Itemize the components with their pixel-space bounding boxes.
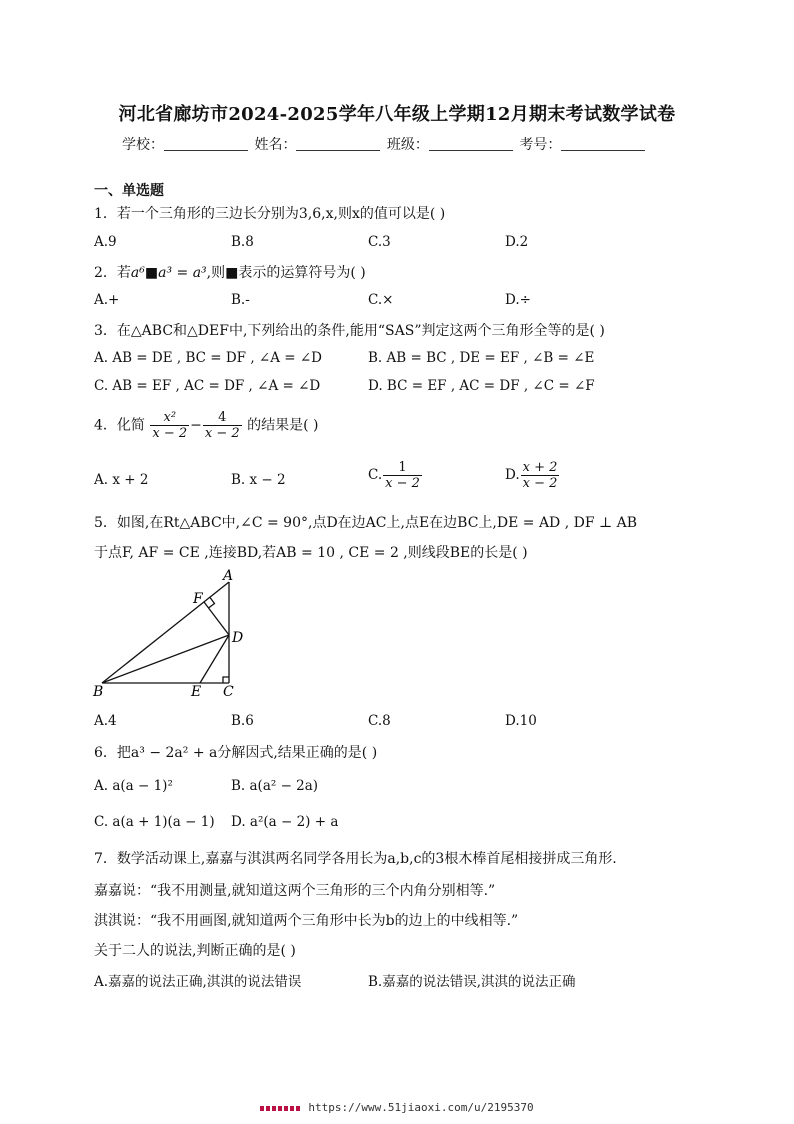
question-6-stem: 6．把a³ − 2a² + a分解因式,结果正确的是( ) — [94, 745, 378, 761]
question-1-option-c[interactable]: C.3 — [368, 234, 391, 250]
question-4-option-d[interactable]: D. $\frac{x + 2}{x - 2}$ — [505, 460, 558, 491]
question-5-stem-line-1: 5．如图,在Rt△ABC中,∠C = 90°,点D在边AC上,点E在边BC上,DE = AD , DF ⊥ AB — [94, 515, 638, 531]
question-6-option-d[interactable]: D. a²(a − 2) + a — [231, 814, 339, 830]
exam-title: 河北省廊坊市2024-2025学年八年级上学期12月期末考试数学试卷 — [118, 104, 676, 125]
question-2-stem-pre: 2．若 — [94, 265, 131, 281]
name-blank[interactable] — [296, 138, 380, 151]
question-6-option-a[interactable]: A. a(a − 1)² — [94, 778, 173, 794]
question-5-option-c[interactable]: C.8 — [368, 713, 391, 729]
question-4-fraction-1: $\frac{\text{x²}}{x - 2}$ — [152, 410, 188, 441]
footer-watermark — [0, 1101, 794, 1114]
segment-ab — [102, 582, 229, 683]
question-7-stem: 7．数学活动课上,嘉嘉与淇淇两名同学各用长为a,b,c的3根木棒首尾相接拼成三角形. — [94, 851, 617, 867]
student-info-line — [122, 134, 647, 154]
section-title: 一、单选题 — [94, 183, 164, 199]
question-2-option-b[interactable]: B.- — [231, 292, 250, 308]
question-5-stem-line-2: 于点F, AF = CE ,连接BD,若AB = 10 , CE = 2 ,则线段BE的长是( ) — [94, 545, 528, 561]
question-6-option-c[interactable]: C. a(a + 1)(a − 1) — [94, 814, 215, 830]
question-4-option-b[interactable]: B. x − 2 — [231, 472, 286, 488]
question-7-line-4: 关于二人的说法,判断正确的是( ) — [94, 943, 296, 959]
label-a: A — [223, 568, 234, 584]
question-7-line-3: 淇淇说：“我不用画图,就知道两个三角形中长为b的边上的中线相等.” — [94, 913, 519, 929]
question-7-option-a[interactable]: A.嘉嘉的说法正确,淇淇的说法错误 — [94, 974, 302, 990]
exam-number-label: 考号： — [519, 137, 562, 153]
label-b: B — [93, 684, 104, 700]
question-1-stem: 1．若一个三角形的三边长分别为3,6,x,则x的值可以是( ) — [94, 206, 446, 222]
question-1-option-a[interactable]: A.9 — [94, 234, 117, 250]
question-2-option-c[interactable]: C.× — [368, 292, 394, 308]
question-3-option-d[interactable]: D. BC = EF , AC = DF , ∠C = ∠F — [368, 378, 595, 394]
school-label: 学校： — [122, 137, 164, 153]
label-f: F — [193, 591, 203, 607]
question-4-option-a[interactable]: A. x + 2 — [94, 472, 149, 488]
question-5-option-b[interactable]: B.6 — [231, 713, 254, 729]
footer-url[interactable]: https://www.51jiaoxi.com/u/2195370 — [308, 1101, 534, 1114]
question-4-stem-pre: 4．化简 — [94, 417, 145, 434]
question-2-stem — [94, 262, 366, 282]
right-angle-mark-f — [209, 598, 215, 609]
question-4-option-c[interactable]: C. $\frac{1}{x - 2}$ — [368, 460, 420, 491]
question-2-formula: a⁶■a³ = a³ — [130, 265, 207, 281]
question-4-minus: − — [190, 417, 202, 434]
question-7-option-b[interactable]: B.嘉嘉的说法错误,淇淇的说法正确 — [368, 974, 576, 990]
question-2-stem-post: ,则■表示的运算符号为( ) — [206, 265, 366, 281]
question-7-line-2: 嘉嘉说：“我不用测量,就知道这两个三角形的三个内角分别相等.” — [94, 883, 496, 899]
label-c: C — [223, 684, 234, 700]
watermark-logo — [260, 1106, 302, 1111]
question-2-option-a[interactable]: A.+ — [94, 292, 120, 308]
question-5-option-a[interactable]: A.4 — [94, 713, 117, 729]
question-1-option-d[interactable]: D.2 — [505, 234, 529, 250]
question-4-stem — [94, 410, 318, 441]
right-angle-mark-c — [223, 677, 229, 683]
name-label: 姓名： — [254, 137, 297, 153]
label-e: E — [191, 684, 202, 700]
question-3-option-c[interactable]: C. AB = EF , AC = DF , ∠A = ∠D — [94, 378, 321, 394]
class-blank[interactable] — [429, 138, 513, 151]
question-2-option-d[interactable]: D.÷ — [505, 292, 531, 308]
question-5-option-d[interactable]: D.10 — [505, 713, 537, 729]
segment-de — [200, 635, 229, 683]
question-1-option-b[interactable]: B.8 — [231, 234, 254, 250]
exam-number-blank[interactable] — [561, 138, 645, 151]
question-3-option-b[interactable]: B. AB = BC , DE = EF , ∠B = ∠E — [368, 350, 595, 366]
segment-bd — [102, 635, 229, 683]
class-label: 班级： — [386, 137, 429, 153]
question-4-stem-post: 的结果是( ) — [247, 417, 319, 434]
question-4-fraction-2: $\frac{4}{x - 2}$ — [204, 410, 240, 441]
segment-df — [204, 602, 229, 635]
question-3-stem: 3．在△ABC和△DEF中,下列给出的条件,能用“SAS”判定这两个三角形全等的是( ) — [94, 323, 605, 339]
question-3-option-a[interactable]: A. AB = DE , BC = DF , ∠A = ∠D — [94, 350, 322, 366]
school-blank[interactable] — [164, 138, 248, 151]
question-5-figure — [90, 568, 260, 703]
question-6-option-b[interactable]: B. a(a² − 2a) — [231, 778, 319, 794]
label-d: D — [232, 630, 244, 646]
